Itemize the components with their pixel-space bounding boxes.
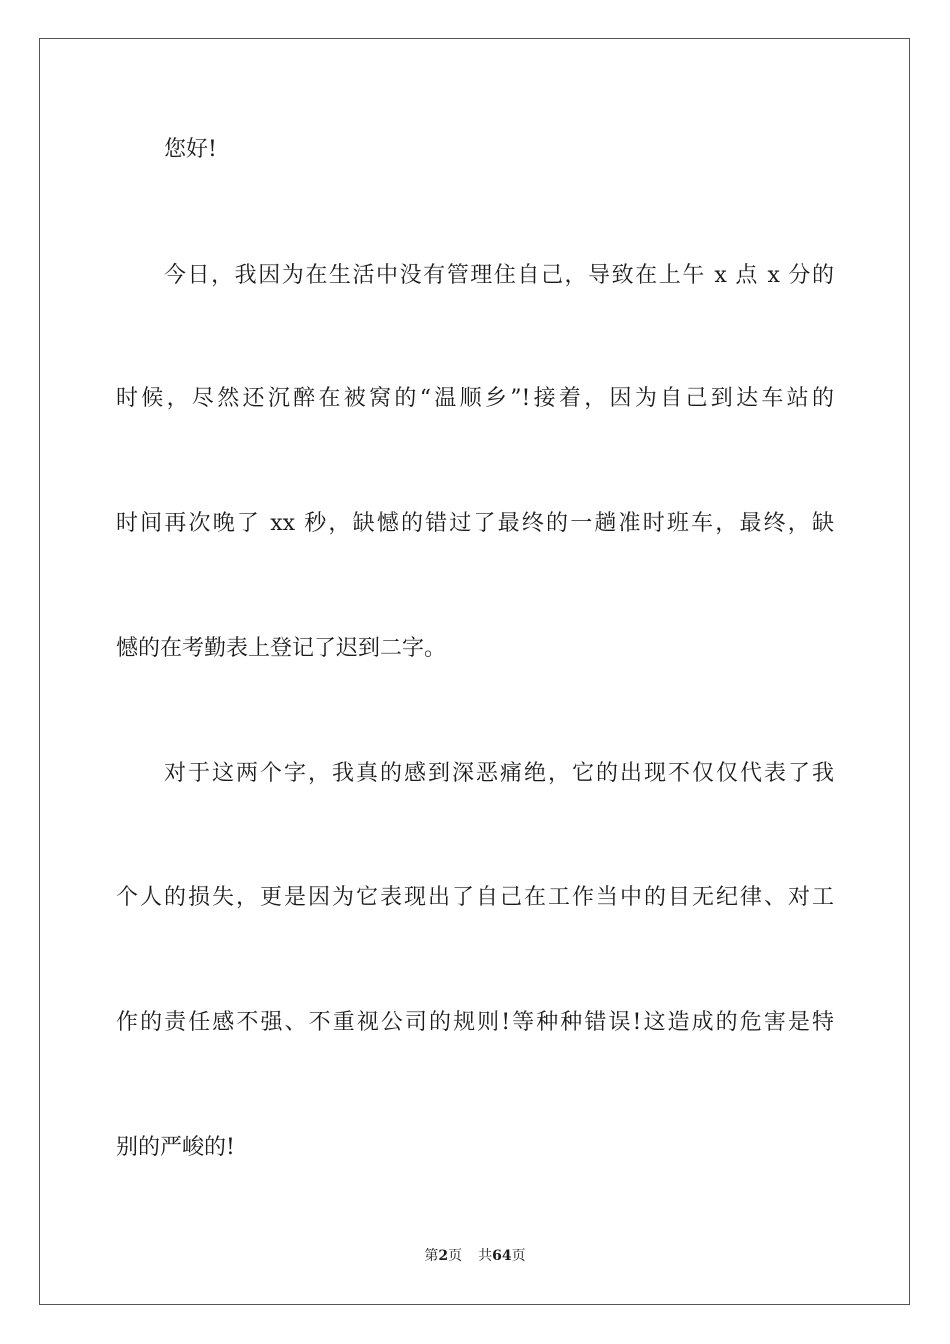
body-line: 时候，尽然还沉醉在被窝的“温顺乡”!接着，因为自己到达车站的 [116, 386, 834, 411]
page-suffix: 页 [448, 1248, 463, 1264]
body-line: 作的责任感不强、不重视公司的规则!等种种错误!这造成的危害是特 [116, 1010, 834, 1035]
greeting-line: 您好! [164, 137, 217, 162]
body-line: 别的严峻的! [116, 1135, 235, 1160]
body-line: 今日，我因为在生活中没有管理住自己，导致在上午 x 点 x 分的 [164, 263, 834, 288]
body-line: 对于这两个字，我真的感到深恶痛绝，它的出现不仅仅代表了我 [164, 761, 834, 786]
total-suffix: 页 [511, 1248, 526, 1264]
page-frame [39, 38, 910, 1305]
page-prefix: 第 [424, 1248, 439, 1264]
total-prefix: 共 [478, 1248, 493, 1264]
body-line: 时间再次晚了 xx 秒，缺憾的错过了最终的一趟准时班车，最终，缺 [116, 511, 834, 536]
page-number: 2 [438, 1248, 449, 1264]
total-pages: 64 [492, 1248, 512, 1264]
body-line: 个人的损失，更是因为它表现出了自己在工作当中的目无纪律、对工 [116, 885, 834, 910]
body-line: 憾的在考勤表上登记了迟到二字。 [116, 636, 447, 661]
page-footer [0, 1246, 950, 1266]
